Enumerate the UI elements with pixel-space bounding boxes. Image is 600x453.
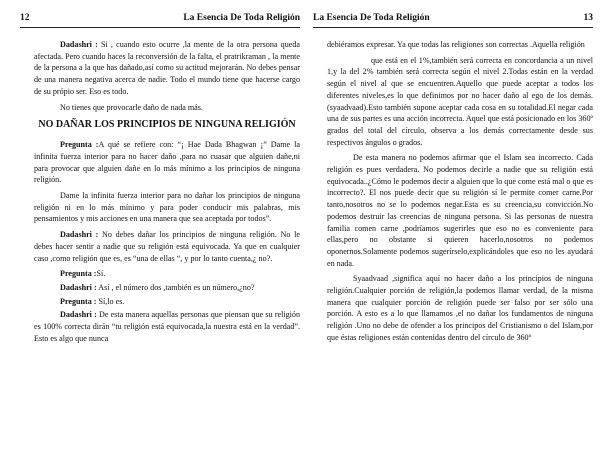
paragraph-text: Sí,lo es. [96,296,125,306]
speaker-label: Pregunta : [60,140,99,150]
paragraph-text: Dame la infinita fuerza interior para no dañar los principios de ninguna religión ni en lo más mínimo y para poder conducir mis palabras, mis pensamientos y mis acciones en una manera que sea aceptada por todos”. [34,191,300,224]
paragraph [34,229,300,264]
speaker-label: Dadashri : [60,282,97,292]
paragraph: que está en el 1%,también será correcta en concordancia a un nivel 1,y la del 2% también será correcta según el nivel 2.Todas están en la verdad según el nivel al que se encuentren.Aquello que puede aceptar a todos los diferentes niveles,es lo que definimos por no hacer daño al ego de los demás.(syaadvaad).Esto también supone aceptar cada cosa en su totalidad.El negar cada una de sus partes es una acción incorrecta. Aquel que está posicionado en los 360º grados del total del círculo, observa a los demás correctamente desde sus respectivos ángulos o grados. [327,55,593,147]
paragraph [34,39,300,98]
page-header [20,13,300,28]
paragraph [34,102,300,114]
paragraph [34,282,300,294]
paragraph: debiéramos expresar. Ya que todas las religiones son correctas .Aquella religión [327,40,585,49]
paragraph-text: No tienes que provocarle daño de nada más. [60,102,203,112]
page-body [34,39,300,348]
paragraph: Syaadvaad ,significa aquí no hacer daño a los principios de ninguna religión.Cualquier porción de religión,la podemos llamar verdad, de la misma manera que cualquier porción de religión puede ser falso por ser sólo una porción. A esto es a lo que llamamos ,el no dañar los fundamentos de ninguna religión .Uno no debe de ofender a los principos del Cristianismo o del Islam,por que éstas religiones están contenidas dentro del círculo de 360º [327,274,593,342]
section-heading: NO DAÑAR LOS PRINCIPIOS DE NINGUNA RELIGIÓN [38,119,296,131]
left-page [12,0,300,453]
paragraph-text: A qué se refiere con: “¡ Hae Dada Bhagwan ¡” Dame la infinita fuerza interior para no hacer daño ,para no cuasar que alguien dañe,ni para provocar que alguien dañe en lo más mínimo a los principios de ninguna religión. [34,140,300,185]
page-number: 12 [20,13,30,23]
paragraph [34,268,300,280]
speaker-label: Dadashri : [60,310,97,320]
page-body [327,39,593,348]
paragraph-text: Si , cuando esto ocurre ,la mente de la otra persona queda afectada. Pero cuando haces la reconversión de la falta, el pratrikraman , la mente de la persona a la que has dañado,así como su actitud mejorarán. No debes pensar de una manera negativa acerca de nadie. Todo el mundo tiene que hacerse cargo de su própio ser. Eso es todo. [34,40,300,96]
speaker-label: Dadashri : [60,230,99,240]
paragraph-text: Así , el número dos ,también es un número,¿no? [96,282,255,292]
paragraph [34,296,300,308]
paragraph-text: De esta manera aquellas personas que piensan que su religión es 100% correcta dirán “tu religión está equivocada,la nuestra está en la verdad”. Esto es algo que nunca [34,310,300,343]
paragraph [34,139,300,186]
paragraph: De esta manera no podemos afirmar que el Islam sea incorrecto. Cada religión es pues verdadera. No podemos decirle a nadie que su religión está equivocada..¿Cómo le podemos decir a alguien que lo que come está mal o que es incorrecto?. El nos puede decir que su religión sí le permite comer carne.Por tanto,nosotros no se lo podemos negar.Esta es su creencia,su convicción.No podemos destruir las creencias de ninguna persona. Si las personas de nuestra familia comen carne ,podríamos sugerirles que eso no es conveniente para ellas,pero no obstante si quieren hacerlo,nosotros no podemos oponernos.Solamente podemos sugerírselo,explicándoles que eso no les ayudará en nada. [327,153,593,268]
right-page [305,0,593,453]
paragraph [34,309,300,344]
page-number: 13 [583,13,593,23]
page-header [313,13,593,28]
running-title: La Esencia De Toda Religión [313,13,430,23]
speaker-label: Pregunta : [60,296,97,306]
paragraph-text: No debes dañar los principios de ninguna religión. No le debes hacer sentir a nadie que su religión está equivocada. Ya que en cualquier caso ,como religión que es, es “una de ellas “, y por lo tanto cuenta,¿ no?. [34,230,300,263]
running-title: La Esencia De Toda Religión [183,13,300,23]
speaker-label: Pregunta : [60,269,97,279]
speaker-label: Dadashri : [60,40,98,49]
paragraph-text: Sí. [96,269,106,279]
paragraph [34,190,300,225]
